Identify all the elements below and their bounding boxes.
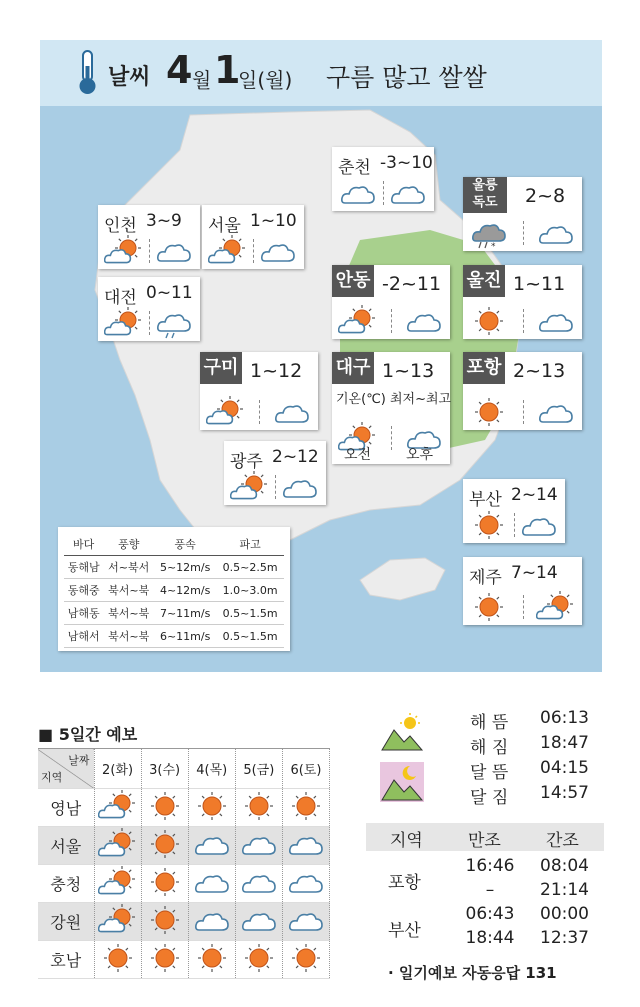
thermometer-icon: [72, 48, 102, 98]
sea-cell: 0.5~1.5m: [216, 625, 284, 648]
high-tide-time: 16:46: [465, 856, 515, 876]
forecast-cell: [188, 941, 235, 979]
sea-row: [64, 625, 284, 648]
header-month: 4: [166, 48, 193, 92]
cloud-icon: [239, 904, 279, 940]
city-name: 광주: [230, 452, 263, 472]
forecast-day: 5(금): [235, 749, 282, 789]
sea-cell: 5~12m/s: [154, 556, 216, 579]
divider: [383, 181, 384, 205]
sea-header: 풍속: [154, 533, 216, 556]
sea-header: 바다: [64, 533, 103, 556]
forecast-cell: [282, 827, 329, 865]
forecast-cell: [188, 789, 235, 827]
forecast-cell: [141, 865, 188, 903]
temp-range: 2~13: [513, 360, 566, 382]
forecast-cell: [235, 865, 282, 903]
sea-row: [64, 556, 284, 579]
temp-range: 1~12: [250, 360, 303, 382]
forecast-cell: [141, 789, 188, 827]
forecast-cell: [188, 903, 235, 941]
forecast-region: 영남: [38, 789, 94, 827]
cloud-icon: [388, 177, 428, 209]
divider: [253, 239, 254, 263]
low-tide-time: 12:37: [540, 928, 589, 948]
sun-cloud-icon: [338, 305, 378, 337]
low-tide-time: 21:14: [540, 880, 589, 900]
header-month-unit: 월: [192, 68, 212, 92]
sea-cell: 4~12m/s: [154, 579, 216, 602]
forecast-cell: [94, 941, 141, 979]
forecast-cell: [188, 827, 235, 865]
cloud-rain-icon: [154, 307, 194, 339]
city-name: 울릉 독도: [463, 177, 507, 213]
forecast-cell: [94, 903, 141, 941]
sun-icon: [192, 790, 232, 826]
divider: [391, 309, 392, 333]
sun-icon: [286, 942, 326, 978]
temp-range: 2~14: [511, 485, 558, 505]
sun-icon: [145, 828, 185, 864]
divider: [149, 239, 150, 263]
cloud-icon: [286, 904, 326, 940]
divider: [523, 400, 524, 424]
cloud-icon: [258, 235, 298, 267]
cloud-icon: [338, 177, 378, 209]
divider: [523, 309, 524, 333]
forecast-cell: [235, 903, 282, 941]
astro-label: 달 짐: [470, 788, 509, 808]
city-card: [202, 205, 304, 269]
forecast-title: ■ 5일간 예보: [38, 725, 138, 744]
sea-cell: 남해서: [64, 625, 103, 648]
tide-header: 지역: [390, 831, 423, 851]
sea-cell: 0.5~1.5m: [216, 602, 284, 625]
sea-cell: 북서~북: [103, 625, 154, 648]
city-card: [463, 352, 582, 430]
astro-label: 해 뜸: [470, 713, 509, 733]
forecast-day: 6(토): [282, 749, 329, 789]
forecast-corner: [38, 749, 94, 789]
cloud-icon: [239, 866, 279, 902]
sun-icon: [469, 509, 509, 541]
sun-cloud-icon: [104, 235, 144, 267]
cloud-icon: [192, 904, 232, 940]
astro-time: 06:13: [540, 708, 589, 728]
sea-cell: 남해동: [64, 602, 103, 625]
forecast-row: [38, 941, 330, 979]
high-tide-time: 06:43: [465, 904, 515, 924]
temp-range: 2~8: [525, 185, 566, 207]
cloud-icon: [286, 866, 326, 902]
sun-cloud-icon: [208, 235, 248, 267]
astro-time: 14:57: [540, 783, 589, 803]
divider: [514, 513, 515, 537]
tide-header: 간조: [546, 831, 579, 851]
sun-icon: [469, 591, 509, 623]
city-name: 포항: [463, 352, 505, 384]
temp-range: 1~13: [382, 360, 435, 382]
sun-icon: [286, 790, 326, 826]
legend-pm: 오후: [406, 447, 434, 463]
city-card: [224, 441, 326, 505]
cloud-icon: [192, 828, 232, 864]
cloud-icon: [154, 235, 194, 267]
sun-cloud-icon: [98, 828, 138, 864]
cloud-icon: [536, 217, 576, 249]
temp-range: 2~12: [272, 447, 319, 467]
forecast-header-row: [38, 749, 330, 789]
cloud-icon: [280, 471, 320, 503]
sun-icon: [239, 790, 279, 826]
sea-conditions-table: [58, 527, 290, 651]
sea-cell: 동해남: [64, 556, 103, 579]
sun-icon: [469, 396, 509, 428]
forecast-cell: [141, 941, 188, 979]
sea-cell: 북서~북: [103, 579, 154, 602]
legend-temp: 기온(℃) 최저~최고: [336, 392, 452, 407]
temp-range: 1~11: [513, 273, 566, 295]
city-name: 구미: [200, 352, 242, 384]
sea-cell: 7~11m/s: [154, 602, 216, 625]
forecast-region: 서울: [38, 827, 94, 865]
sea-row: [64, 579, 284, 602]
sun-cloud-icon: [98, 866, 138, 902]
low-tide-time: 08:04: [540, 856, 589, 876]
city-name: 울진: [463, 265, 505, 297]
sun-icon: [145, 866, 185, 902]
astro-time: 04:15: [540, 758, 589, 778]
tide-region: 부산: [388, 921, 421, 941]
city-card: [200, 352, 318, 430]
city-card: [463, 177, 582, 251]
sun-cloud-icon: [98, 904, 138, 940]
city-name: 제주: [469, 568, 502, 588]
city-card: [463, 479, 565, 543]
forecast-region: 호남: [38, 941, 94, 979]
cloud-icon: [272, 396, 312, 428]
forecast-day: 2(화): [94, 749, 141, 789]
sea-cell: 0.5~2.5m: [216, 556, 284, 579]
sea-header: 파고: [216, 533, 284, 556]
forecast-cell: [235, 941, 282, 979]
city-card: [332, 147, 434, 211]
city-name: 인천: [104, 216, 137, 236]
city-card: [463, 557, 582, 625]
divider: [259, 400, 260, 424]
sun-icon: [239, 942, 279, 978]
sun-icon: [469, 305, 509, 337]
temp-range: 7~14: [511, 563, 558, 583]
moonrise-icon: [380, 762, 424, 802]
divider: [391, 426, 392, 450]
sea-row: [64, 602, 284, 625]
forecast-row: [38, 789, 330, 827]
high-tide-time: 18:44: [465, 928, 515, 948]
divider: [149, 311, 150, 335]
cloud-icon: [192, 866, 232, 902]
city-card: [332, 352, 450, 464]
temp-range: -3~10: [380, 153, 433, 173]
tide-region: 포항: [388, 873, 421, 893]
sun-cloud-icon: [230, 471, 270, 503]
forecast-cell: [282, 903, 329, 941]
forecast-row: [38, 865, 330, 903]
forecast-cell: [282, 789, 329, 827]
sun-icon: [192, 942, 232, 978]
tide-header: 만조: [468, 831, 501, 851]
city-name: 부산: [469, 490, 502, 510]
astro-label: 해 짐: [470, 738, 509, 758]
forecast-day: 3(수): [141, 749, 188, 789]
divider: [275, 475, 276, 499]
sea-cell: 6~11m/s: [154, 625, 216, 648]
temp-range: 3~9: [146, 211, 182, 231]
corner-date: 날짜: [68, 754, 90, 767]
temp-range: 0~11: [146, 283, 193, 303]
forecast-region: 충청: [38, 865, 94, 903]
sun-icon: [145, 942, 185, 978]
forecast-cell: [94, 865, 141, 903]
forecast-region: 강원: [38, 903, 94, 941]
sun-cloud-icon: [98, 790, 138, 826]
forecast-cell: [94, 827, 141, 865]
astro-label: 달 뜸: [470, 763, 509, 783]
forecast-day: 4(목): [188, 749, 235, 789]
city-name: 대구: [332, 352, 374, 384]
astro-time: 18:47: [540, 733, 589, 753]
low-tide-time: 00:00: [540, 904, 589, 924]
high-tide-time: –: [485, 880, 495, 900]
sea-header: 풍향: [103, 533, 154, 556]
forecast-cell: [188, 865, 235, 903]
divider: [523, 221, 524, 245]
cloud-icon: [404, 305, 444, 337]
forecast-hotline: · 일기예보 자동응답 131: [388, 964, 557, 982]
temp-range: -2~11: [382, 273, 442, 295]
sea-cell: 동해중: [64, 579, 103, 602]
sun-cloud-icon: [536, 591, 576, 623]
title-bar: [40, 40, 602, 106]
cloud-icon: [519, 509, 559, 541]
cloud-icon: [239, 828, 279, 864]
city-name: 안동: [332, 265, 374, 297]
header-day: 1: [214, 48, 241, 92]
forecast-row: [38, 827, 330, 865]
city-name: 대전: [104, 288, 137, 308]
sea-cell: 서~북서: [103, 556, 154, 579]
header-label: 날씨: [108, 65, 151, 90]
forecast-cell: [235, 827, 282, 865]
city-card: [463, 265, 582, 339]
cloud-icon: [536, 305, 576, 337]
temp-range: 1~10: [250, 211, 297, 231]
forecast-row: [38, 903, 330, 941]
legend-am: 오전: [344, 447, 372, 463]
sea-cell: 북서~북: [103, 602, 154, 625]
city-card: [98, 277, 200, 341]
sun-cloud-icon: [206, 396, 246, 428]
sunrise-icon: [380, 712, 424, 752]
divider: [523, 595, 524, 619]
forecast-cell: [141, 827, 188, 865]
city-card: [332, 265, 450, 339]
city-name: 서울: [208, 216, 241, 236]
city-card: [98, 205, 200, 269]
sea-cell: 1.0~3.0m: [216, 579, 284, 602]
svg-text:*: *: [491, 242, 496, 249]
header-day-unit: 일(월): [238, 68, 293, 92]
corner-region: 지역: [41, 771, 63, 784]
five-day-forecast-table: [38, 748, 330, 979]
cloud-icon: [536, 396, 576, 428]
square-bullet-icon: ■: [38, 725, 59, 744]
cloud-snow-icon: [469, 217, 509, 249]
sun-icon: [98, 942, 138, 978]
sun-cloud-icon: [104, 307, 144, 339]
header-summary: 구름 많고 쌀쌀: [326, 63, 487, 92]
forecast-cell: [282, 941, 329, 979]
city-name: 춘천: [338, 158, 371, 178]
cloud-icon: [286, 828, 326, 864]
sun-icon: [145, 904, 185, 940]
forecast-cell: [235, 789, 282, 827]
forecast-cell: [141, 903, 188, 941]
sun-icon: [145, 790, 185, 826]
forecast-cell: [94, 789, 141, 827]
forecast-cell: [282, 865, 329, 903]
